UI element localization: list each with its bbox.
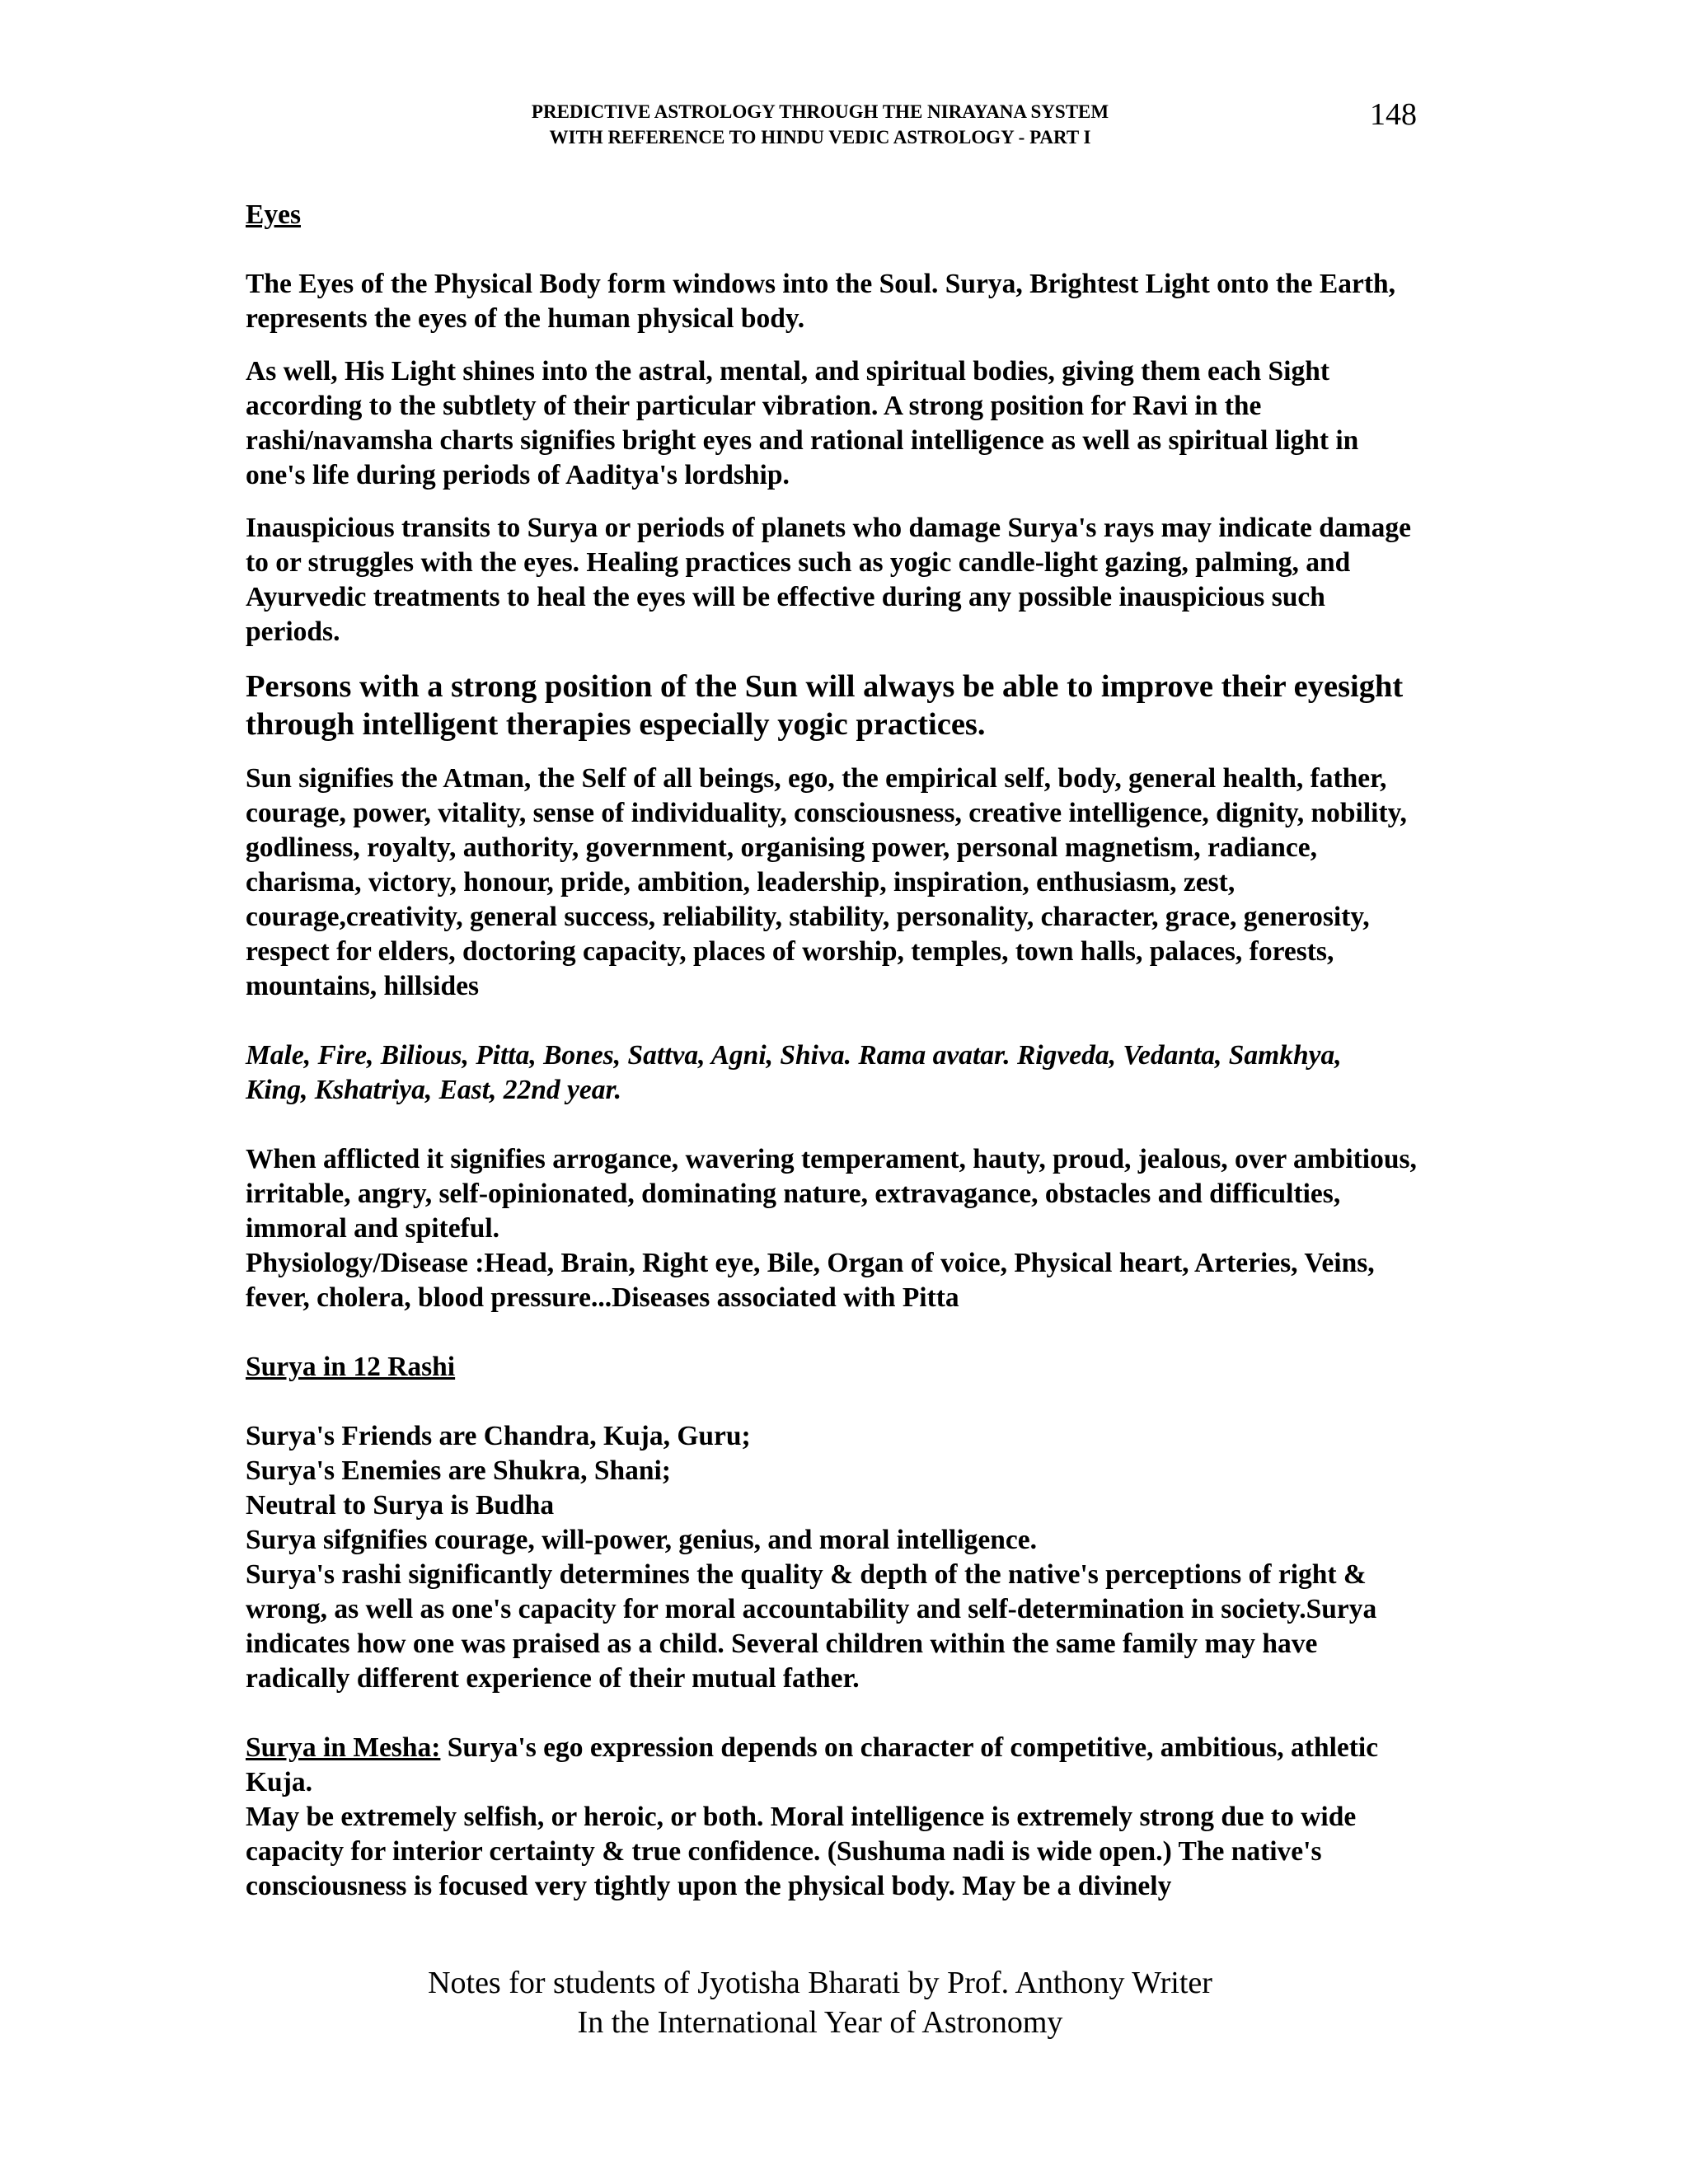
eyes-heading: Eyes <box>246 199 301 230</box>
eyes-emphasis-paragraph: Persons with a strong position of the Sun will always be able to improve their eyesight through intelligent therapies especially yogic practices. <box>246 669 1404 742</box>
eyes-paragraph-3: Inauspicious transits to Surya or periods of planets who damage Surya's rays may indicate damage to or struggles with the eyes. Healing practices such as yogic candle-light gazing, palming, and Ayurvedic treatments to heal the eyes will be effective during any possible inauspicious such periods. <box>246 513 1411 647</box>
rashi-paragraph: Surya's rashi significantly determines the quality & depth of the native's perceptions of right & wrong, as well as one's capacity for moral accountability and self-determination in society.Surya indicates how one was praised as a child. Several children within the same family may have radically different experience of their mutual father. <box>246 1559 1377 1694</box>
rashi-heading: Surya in 12 Rashi <box>246 1352 456 1382</box>
mesha-intro-text: Surya's ego expression depends on character of competitive, ambitious, athletic Kuja. <box>246 1732 1379 1797</box>
footer-line2: In the International Year of Astronomy <box>577 2005 1063 2040</box>
afflicted-paragraph: When afflicted it signifies arrogance, wavering temperament, hauty, proud, jealous, over ambitious, irritable, angry, self-opinionated, dominating nature, extravagance, obstacles and difficulties, immoral and spiteful. <box>246 1144 1417 1244</box>
header-title-line1: PREDICTIVE ASTROLOGY THROUGH THE NIRAYANA SYSTEM <box>531 101 1109 122</box>
sun-attributes-line1: Male, Fire, Bilious, Pitta, Bones, Sattva, Agni, Shiva. Rama avatar. Rigveda, Vedanta, Samkhya, <box>246 1040 1342 1071</box>
mesha-label: Surya in Mesha: <box>246 1732 441 1763</box>
sun-attributes-line2: King, Kshatriya, East, 22nd year. <box>246 1075 622 1105</box>
physiology-paragraph: Physiology/Disease :Head, Brain, Right eye, Bile, Organ of voice, Physical heart, Arteries, Veins, fever, cholera, blood pressure...Diseases associated with Pitta <box>246 1248 1375 1313</box>
sun-significations: Sun signifies the Atman, the Self of all beings, ego, the empirical self, body, general health, father, courage, power, vitality, sense of individuality, consciousness, creative intelligence, dignity, nobility, godliness, royalty, authority, government, organising power, personal magnetism, radiance, charisma, victory, honour, pride, ambition, leadership, inspiration, enthusiasm, zest, courage,creativity, general success, reliability, stability, personality, character, grace, generosity, respect for elders, doctoring capacity, places of worship, temples, town halls, palaces, forests, mountains, hillsides <box>246 763 1407 1001</box>
footer-line1: Notes for students of Jyotisha Bharati by Prof. Anthony Writer <box>428 1966 1212 2000</box>
page-footer <box>0 1963 1640 2042</box>
page-number: 148 <box>1370 97 1417 132</box>
header-title-line2: WITH REFERENCE TO HINDU VEDIC ASTROLOGY - PART I <box>549 127 1091 148</box>
eyes-paragraph-2: As well, His Light shines into the astral, mental, and spiritual bodies, giving them each Sight according to the subtlety of their particular vibration. A strong position for Ravi in the rashi/navamsha charts signifies bright eyes and rational intelligence as well as spiritual light in one's life during periods of Aaditya's lordship. <box>246 356 1359 490</box>
enemies-line: Surya's Enemies are Shukra, Shani; <box>246 1455 671 1486</box>
mesha-paragraph: May be extremely selfish, or heroic, or both. Moral intelligence is extremely strong due to wide capacity for interior certainty & true confidence. (Sushuma nadi is wide open.) The native's consciousness is focused very tightly upon the physical body. May be a divinely <box>246 1802 1357 1901</box>
mesha-intro <box>246 1731 1424 1800</box>
neutral-line: Neutral to Surya is Budha <box>246 1490 555 1521</box>
eyes-paragraph-1: The Eyes of the Physical Body form windows into the Soul. Surya, Brightest Light onto the Earth, represents the eyes of the human physical body. <box>246 269 1395 334</box>
friends-line: Surya's Friends are Chandra, Kuja, Guru; <box>246 1421 751 1451</box>
signifies-line: Surya sifgnifies courage, will-power, genius, and moral intelligence. <box>246 1525 1038 1555</box>
page-body <box>246 198 1424 1904</box>
